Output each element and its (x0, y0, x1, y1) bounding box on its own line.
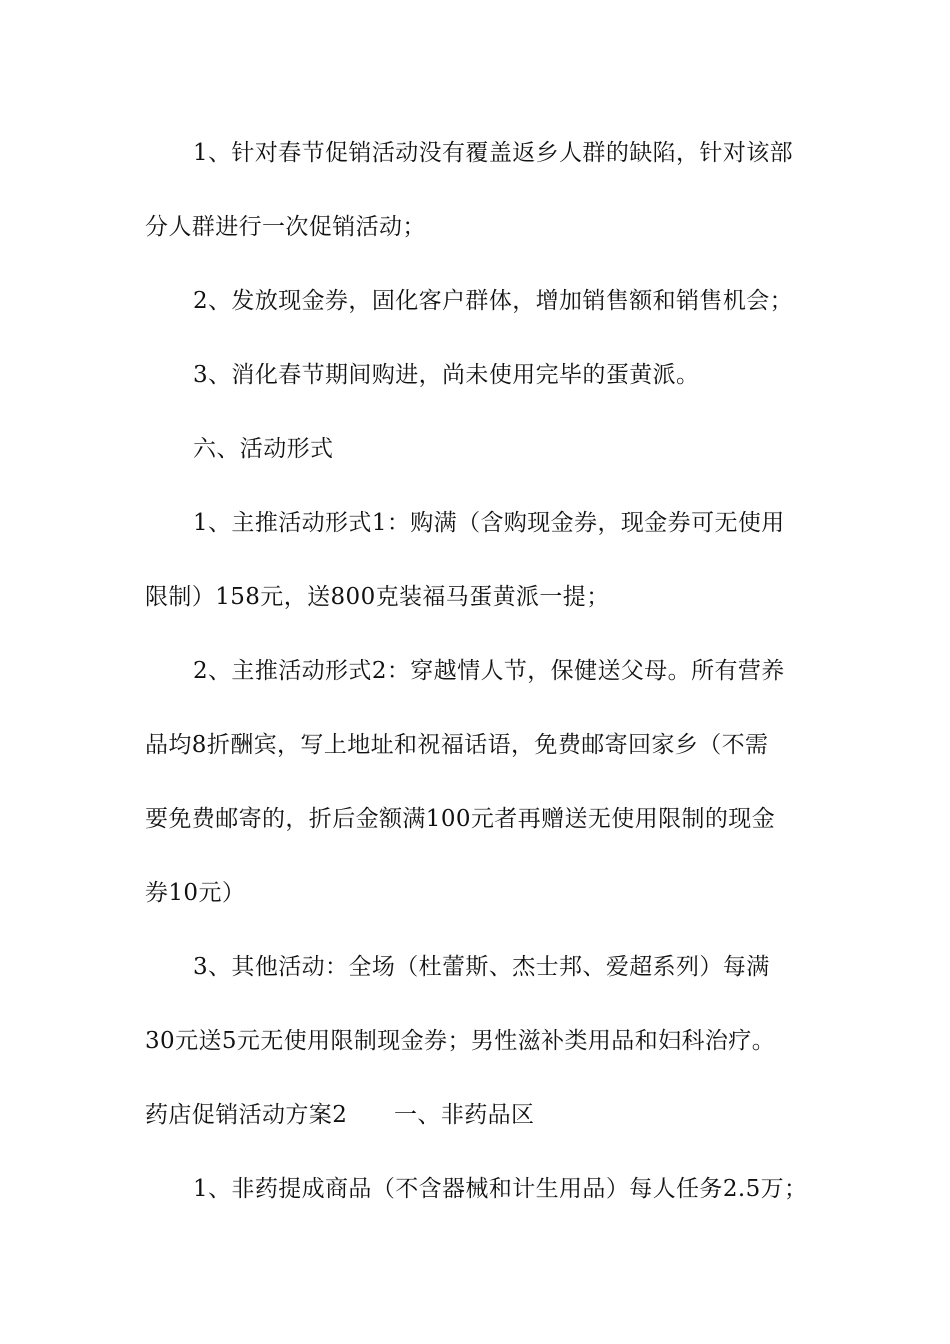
paragraph-line: 3、消化春节期间购进，尚未使用完毕的蛋黄派。 (193, 362, 700, 388)
paragraph-line: 2、主推活动形式2：穿越情人节，保健送父母。所有营养 (193, 658, 785, 684)
section-heading: 药店促销活动方案2 一、非药品区 (145, 1102, 535, 1128)
paragraph-line: 1、针对春节促销活动没有覆盖返乡人群的缺陷，针对该部 (193, 140, 794, 166)
paragraph-line: 要免费邮寄的，折后金额满100元者再赠送无使用限制的现金 (145, 806, 776, 832)
paragraph-line: 3、其他活动：全场（杜蕾斯、杰士邦、爱超系列）每满 (193, 954, 770, 980)
paragraph-line: 品均8折酬宾，写上地址和祝福话语，免费邮寄回家乡（不需 (145, 732, 769, 758)
paragraph-line: 限制）158元，送800克装福马蛋黄派一提； (145, 584, 610, 610)
paragraph-line: 30元送5元无使用限制现金券；男性滋补类用品和妇科治疗。 (145, 1028, 776, 1054)
paragraph-line: 分人群进行一次促销活动； (145, 214, 426, 240)
paragraph-line: 券10元） (145, 880, 246, 906)
section-heading: 六、活动形式 (193, 436, 334, 462)
paragraph-line: 1、非药提成商品（不含器械和计生用品）每人任务2.5万； (193, 1176, 808, 1202)
paragraph-line: 2、发放现金券，固化客户群体，增加销售额和销售机会； (193, 288, 794, 314)
paragraph-line: 1、主推活动形式1：购满（含购现金券，现金券可无使用 (193, 510, 785, 536)
